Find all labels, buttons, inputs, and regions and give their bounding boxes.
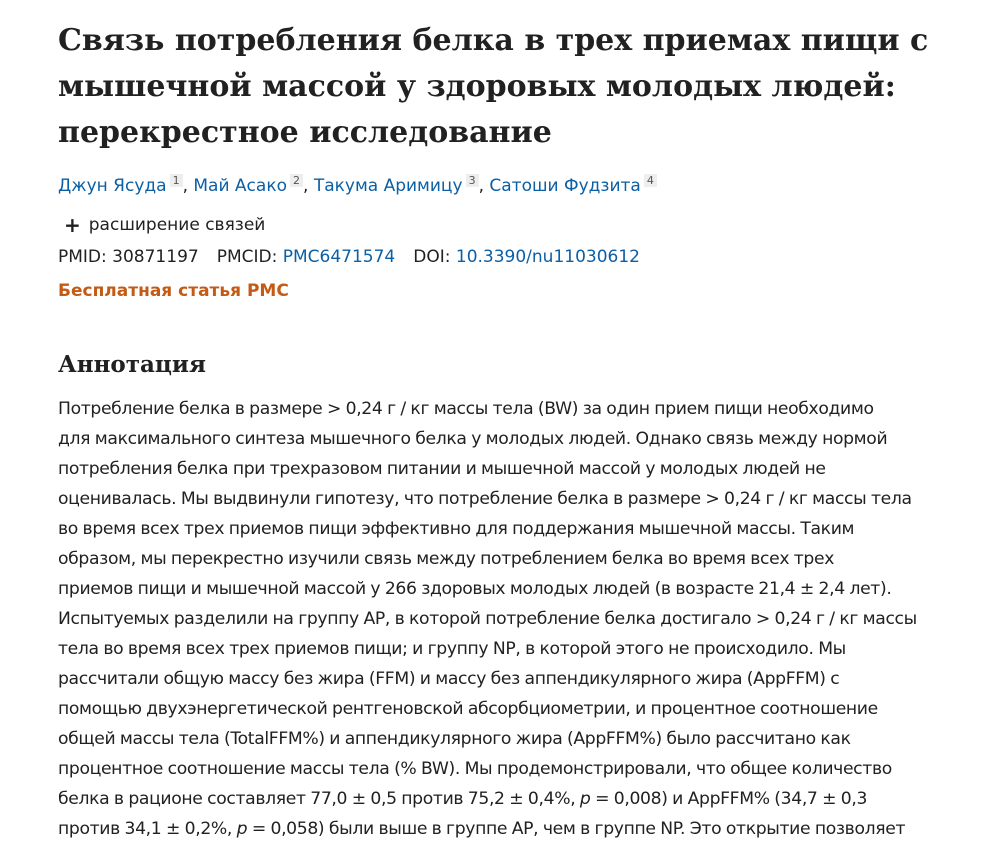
article-title: Связь потребления белка в трех приемах пищи с мышечной массой у здоровых молодых людей: перекрестное исследование bbox=[58, 23, 929, 150]
author-link[interactable]: Сатоши Фудзита bbox=[489, 176, 641, 196]
abstract-line bbox=[58, 814, 968, 844]
affiliation-marker[interactable]: 1 bbox=[170, 174, 183, 187]
abstract-line: во время всех трех приемов пищи эффективно для поддержания мышечной массы. Таким bbox=[58, 519, 855, 539]
abstract-line: потребления белка при трехразовом питании и мышечной массой у молодых людей не bbox=[58, 459, 826, 479]
abstract-text bbox=[58, 394, 968, 844]
pmid-value: 30871197 bbox=[112, 247, 199, 267]
abstract-heading: Аннотация bbox=[58, 351, 206, 378]
abstract-line: тела во время всех трех приемов пищи; и группу NP, в которой этого не происходило. Мы bbox=[58, 639, 846, 659]
abstract-line: приемов пищи и мышечной массой у 266 здоровых молодых людей (в возрасте 21,4 ± 2,4 лет). bbox=[58, 579, 892, 599]
pmcid-link[interactable]: PMC6471574 bbox=[282, 247, 396, 267]
author-list: Джун Ясуда $^1$ , Май Асако $^2$ , Такума Аримицу $^3$ , Сатоши Фудзита $^4$ bbox=[58, 172, 963, 200]
affiliation-marker[interactable]: 4 bbox=[644, 174, 657, 187]
pmid-label: PMID: bbox=[58, 247, 107, 267]
p-value-symbol: p bbox=[579, 789, 591, 809]
abstract-line: процентное соотношение массы тела (% BW). Мы продемонстрировали, что общее количество bbox=[58, 759, 892, 779]
author-link[interactable]: Май Асако bbox=[193, 176, 287, 196]
abstract-line: общей массы тела (TotalFFM%) и аппендикулярного жира (AppFFM%) было рассчитано как bbox=[58, 729, 851, 749]
abstract-fragment: против 34,1 ± 0,2%, bbox=[58, 819, 237, 839]
doi-label: DOI: bbox=[413, 247, 451, 267]
abstract-line: образом, мы перекрестно изучили связь между потреблением белка во время всех трех bbox=[58, 549, 835, 569]
abstract-line bbox=[58, 784, 968, 814]
free-pmc-article-label: Бесплатная статья PMC bbox=[58, 281, 289, 301]
pmcid-label: PMCID: bbox=[216, 247, 278, 267]
author-link[interactable]: Джун Ясуда bbox=[58, 176, 167, 196]
author-link[interactable]: Такума Аримицу bbox=[313, 176, 463, 196]
plus-icon: + bbox=[64, 213, 81, 237]
affiliation-marker[interactable]: 3 bbox=[466, 174, 479, 187]
abstract-line: помощью двухэнергетической рентгеновской абсорбциометрии, и процентное соотношение bbox=[58, 699, 878, 719]
abstract-fragment: белка в рационе составляет 77,0 ± 0,5 против 75,2 ± 0,4%, bbox=[58, 789, 580, 809]
expand-affiliations-button[interactable] bbox=[64, 212, 963, 238]
article-identifiers bbox=[58, 244, 963, 270]
abstract-line: рассчитали общую массу без жира (FFM) и массу без аппендикулярного жира (AppFFM) с bbox=[58, 669, 840, 689]
expand-affiliations-label: расширение связей bbox=[88, 215, 266, 235]
abstract-fragment: = 0,058) были выше в группе AP, чем в группе NP. Это открытие позволяет bbox=[247, 819, 906, 839]
abstract-fragment: = 0,008) и AppFFM% (34,7 ± 0,3 bbox=[590, 789, 868, 809]
p-value-symbol: p bbox=[236, 819, 248, 839]
abstract-line: Испытуемых разделили на группу AP, в которой потребление белка достигало > 0,24 г / кг массы bbox=[58, 609, 917, 629]
doi-link[interactable]: 10.3390/nu11030612 bbox=[455, 247, 640, 267]
abstract-line: оценивалась. Мы выдвинули гипотезу, что потребление белка в размере > 0,24 г / кг массы тела bbox=[58, 489, 912, 509]
abstract-line: Потребление белка в размере > 0,24 г / кг массы тела (BW) за один прием пищи необходимо bbox=[58, 399, 874, 419]
affiliation-marker[interactable]: 2 bbox=[290, 174, 303, 187]
abstract-line: для максимального синтеза мышечного белка у молодых людей. Однако связь между нормой bbox=[58, 429, 888, 449]
